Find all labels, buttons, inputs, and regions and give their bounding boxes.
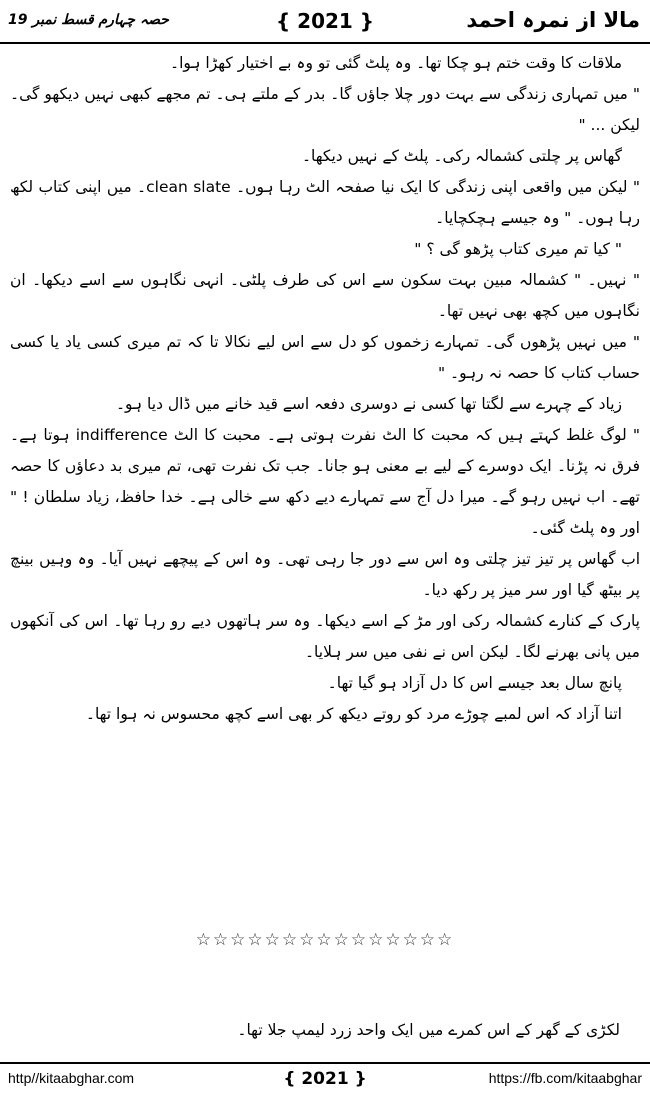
section-separator: ☆☆☆☆☆☆☆☆☆☆☆☆☆☆☆ bbox=[195, 930, 455, 950]
paragraph: اتنا آزاد کہ اس لمبے چوڑے مرد کو روتے دیکھ کر بھی اسے کچھ محسوس نہ ہوا تھا۔ bbox=[85, 705, 622, 723]
paragraph: پانچ سال بعد جیسے اس کا دل آزاد ہو گیا تھا۔ bbox=[327, 674, 622, 692]
paragraph: " کیا تم میری کتاب پڑھو گی ؟ " bbox=[414, 240, 622, 258]
paragraph: " لیکن میں واقعی اپنی زندگی کا ایک نیا صفحہ الٹ رہا ہوں۔ clean slate۔ میں اپنی کتاب لکھ رہا ہوں۔ " وہ جیسے ہچکچایا۔ bbox=[10, 178, 641, 227]
episode-label: حصہ چہارم قسط نمبر 19 bbox=[8, 12, 169, 28]
paragraph: " میں تمہاری زندگی سے بہت دور چلا جاؤں گا۔ بدر کے ملتے ہی۔ تم مجھے کبھی نہیں دیکھو گی۔ لیکن ... " bbox=[10, 85, 640, 134]
paragraph: زیاد کے چہرے سے لگتا تھا کسی نے دوسری دفعہ اسے قید خانے میں ڈال دیا ہو۔ bbox=[115, 395, 622, 413]
paragraph: اب گھاس پر تیز تیز چلتی وہ اس سے دور جا رہی تھی۔ وہ اس کے پیچھے نہیں آیا۔ وہ وہیں بینچ پر بیٹھ گیا اور سر میز پر رکھ دیا۔ bbox=[10, 550, 640, 599]
paragraph: لکڑی کے گھر کے اس کمرے میں ایک واحد زرد لیمپ جلا تھا۔ bbox=[237, 1021, 620, 1039]
story-text bbox=[10, 48, 640, 730]
paragraph: ملاقات کا وقت ختم ہو چکا تھا۔ وہ پلٹ گئی تو وہ بے اختیار کھڑا ہوا۔ bbox=[170, 54, 622, 72]
footer-year: { 2021 } bbox=[283, 1069, 367, 1089]
page-footer bbox=[0, 1062, 650, 1100]
paragraph: گھاس پر چلتی کشمالہ رکی۔ پلٹ کے نہیں دیکھا۔ bbox=[301, 147, 622, 165]
paragraph: پارک کے کنارے کشمالہ رکی اور مڑ کے اسے دیکھا۔ وہ سر ہاتھوں دیے رو رہا تھا۔ اس کی آنکھوں میں پانی بھرنے لگا۔ لیکن اس نے نفی میں سر ہلایا۔ bbox=[10, 612, 640, 661]
header-year: { 2021 } bbox=[275, 9, 375, 33]
website-link[interactable]: http//kitaabghar.com bbox=[8, 1070, 135, 1086]
paragraph: " میں نہیں پڑھوں گی۔ تمہارے زخموں کو دل سے اس لیے نکالا تا کہ تم میری کسی یاد یا کسی حساب کتاب کا حصہ نہ رہو۔ " bbox=[10, 333, 640, 382]
paragraph: " لوگ غلط کہتے ہیں کہ محبت کا الٹ نفرت ہوتی ہے۔ محبت کا الٹ indifference ہوتا ہے۔ فرق نہ پڑنا۔ ایک دوسرے کے لیے بے معنی ہو جانا۔ جب تک نفرت تھی، تم میری بد دعاؤں کا حصہ تھے۔ اب نہیں رہو گے۔ میرا دل آج سے تمہارے دیے دکھ سے خالی ہے۔ خدا حافظ، زیاد سلطان ! " اور وہ پلٹ گئی۔ bbox=[10, 426, 641, 537]
book-title: مالا از نمرہ احمد bbox=[466, 8, 640, 32]
page-header bbox=[0, 0, 650, 44]
paragraph: " نہیں۔ " کشمالہ مبین بہت سکون سے اس کی طرف پلٹی۔ انہی نگاہوں سے اسے دیکھا۔ ان نگاہوں میں کچھ بھی نہیں تھا۔ bbox=[10, 271, 640, 320]
facebook-link[interactable]: https://fb.com/kitaabghar bbox=[488, 1070, 642, 1086]
